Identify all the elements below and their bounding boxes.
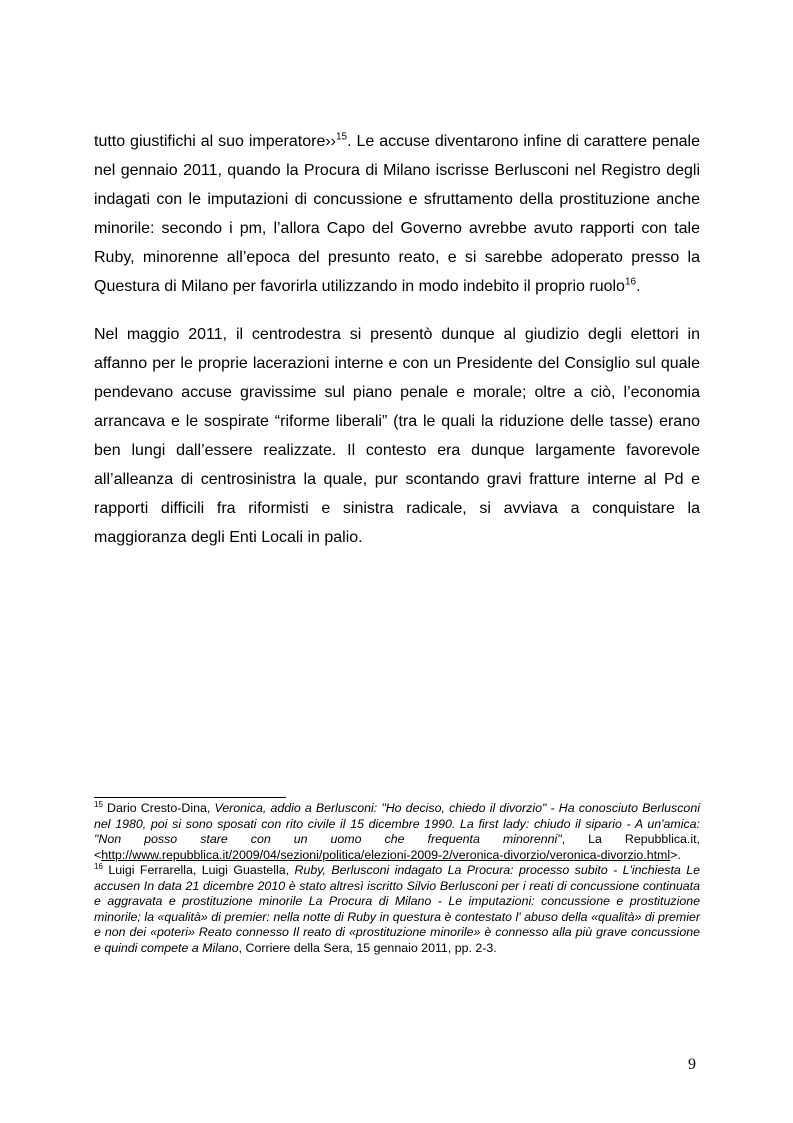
footnote-ref-15[interactable]: 15 bbox=[336, 131, 348, 143]
paragraph-text: . bbox=[636, 278, 641, 295]
footnote-number: 16 bbox=[94, 861, 103, 871]
footnote-link-open: < bbox=[94, 847, 102, 862]
body-paragraph-2: Nel maggio 2011, il centrodestra si presentò dunque al giudizio degli elettori in affanno per le proprie lacerazioni interne e con un Presidente del Consiglio sul quale pendevano accuse gravissime sul piano penale e morale; oltre a ciò, l’economia arrancava e le sospirate “riforme liberali” (tra le quali la riduzione delle tasse) erano ben lungi dall’essere realizzate. Il contesto era dunque largamente favorevole all’alleanza di centrosinistra la quale, pur scontando gravi fratture interne al Pd e rapporti difficili fra riformisti e sinistra radicale, si avviava a conquistare la maggioranza degli Enti Locali in palio. bbox=[94, 326, 700, 546]
footnote-source: , Corriere della Sera, 15 gennaio 2011, pp. 2-3. bbox=[238, 940, 497, 955]
footnote-title: Ruby, Berlusconi indagato La Procura: processo subito - L'inchiesta Le accusen In data 21 dicembre 2010 è stato altresì iscritto Silvio Berlusconi per i reati di concussione continuata e aggravata e prostituzione minorile La Procura di Milano - Le imputazioni: concussione e prostituzione minorile; la «qualità» di premier: nella notte di Ruby in questura è contestato l' abuso della «qualità» di premier e non dei «poteri» Reato connesso Il reato di «prostituzione minorile» è connesso alla più grave concussione e quindi compete a Milano bbox=[94, 863, 700, 955]
footnote-separator bbox=[94, 797, 286, 798]
footnote-number: 15 bbox=[94, 799, 103, 809]
footnote-link-close: >. bbox=[670, 847, 681, 862]
footnote-16 bbox=[94, 863, 700, 956]
footnote-ref-16[interactable]: 16 bbox=[624, 276, 637, 288]
paragraph-text: . Le accuse diventarono infine di carattere penale nel gennaio 2011, quando la Procura di Milano iscrisse Berlusconi nel Registro degli indagati con le imputazioni di concussione e sfruttamento della prostituzione anche minorile: secondo i pm, l’allora Capo del Governo avrebbe avuto rapporti con tale Ruby, minorenne all’epoca del presunto reato, e si sarebbe adoperato presso la Questura di Milano per favorirla utilizzando in modo indebito il proprio ruolo bbox=[94, 133, 700, 295]
body-paragraph-1 bbox=[94, 127, 700, 301]
footnote-title: Veronica, addio a Berlusconi: "Ho deciso, chiedo il divorzio" - Ha conosciuto Berlusconi nel 1980, poi si sono sposati con rito civile il 15 dicembre 1990. La first lady: chiudo il sipario - A un'amica: "Non posso stare con un uomo che frequenta minorenni" bbox=[94, 801, 700, 846]
footnotes-section bbox=[94, 801, 700, 956]
footnote-15 bbox=[94, 801, 700, 863]
footnote-author: Luigi Ferrarella, Luigi Guastella, bbox=[108, 863, 295, 877]
footnote-source: , La Repubblica.it, bbox=[561, 832, 700, 846]
footnote-link[interactable]: http://www.repubblica.it/2009/04/sezioni/politica/elezioni-2009-2/veronica-divorzio/veronica-divorzio.html bbox=[101, 847, 671, 862]
paragraph-text: tutto giustifichi al suo imperatore›› bbox=[94, 133, 336, 150]
page-number: 9 bbox=[688, 1056, 696, 1073]
footnote-author: Dario Cresto-Dina, bbox=[107, 801, 215, 815]
